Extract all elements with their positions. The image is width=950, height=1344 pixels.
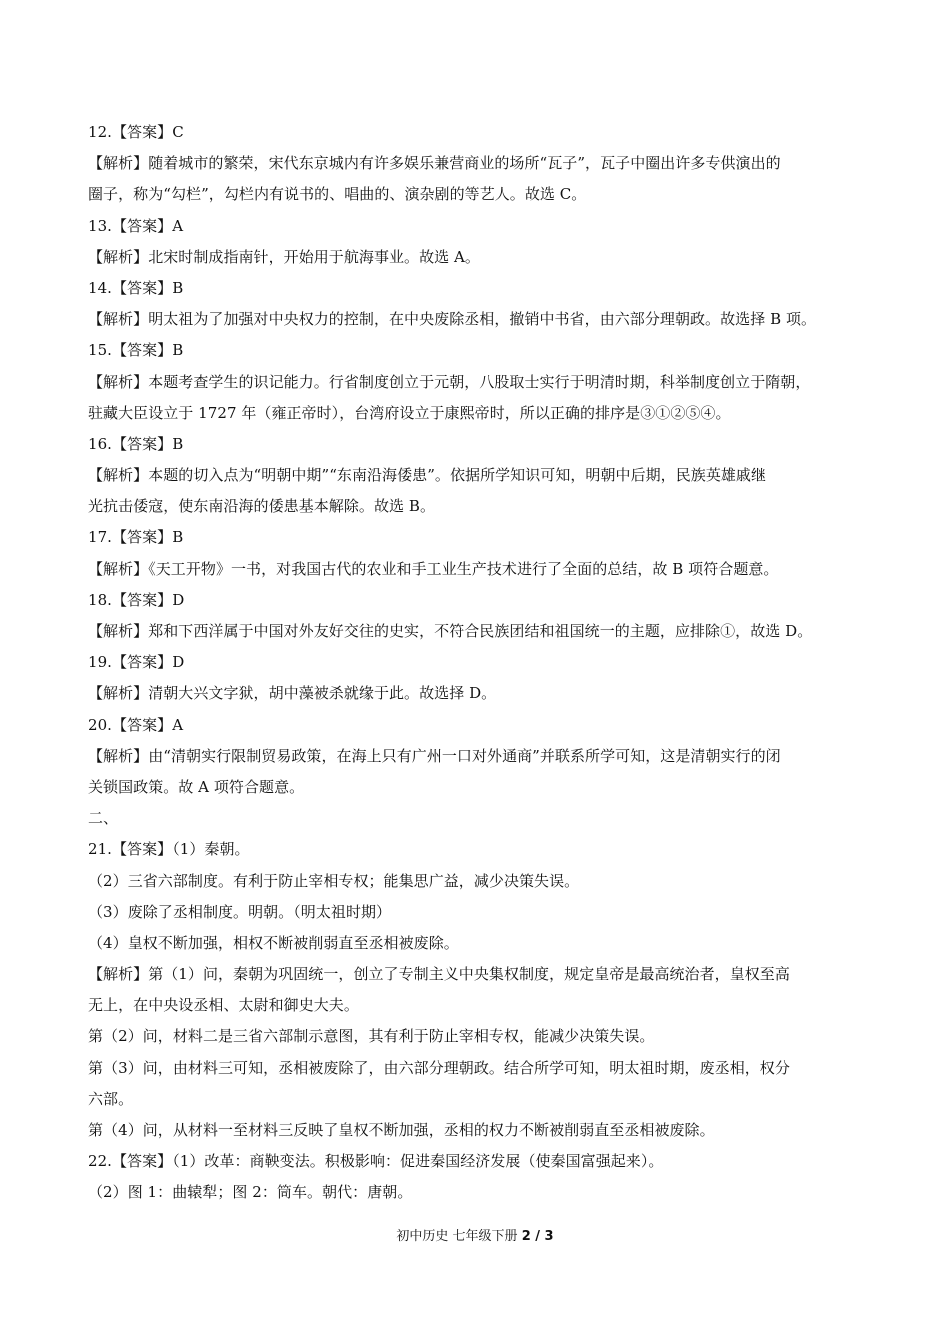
answer-line: 14.【答案】B: [88, 278, 184, 297]
answer-line: （2）图 1：曲辕犁；图 2：筒车。朝代：唐朝。: [88, 1183, 413, 1202]
explanation-line: 【解析】本题考查学生的识记能力。行省制度创立于元朝，八股取士实行于明清时期，科举制度创立于隋朝，: [88, 372, 811, 391]
footer-label: 初中历史 七年级下册: [396, 1229, 518, 1244]
answer-line: 18.【答案】D: [88, 590, 185, 609]
answer-line: 15.【答案】B: [88, 341, 184, 360]
answer-line: （3）废除了丞相制度。明朝。（明太祖时期）: [88, 902, 392, 921]
explanation-line: 第（2）问，材料二是三省六部制示意图，其有利于防止宰相专权，能减少决策失误。: [88, 1027, 655, 1046]
page-number: 2 / 3: [521, 1229, 554, 1244]
explanation-line: 【解析】郑和下西洋属于中国对外友好交往的史实，不符合民族团结和祖国统一的主题，应排除①，故选 D。: [88, 622, 813, 640]
answer-line: （2）三省六部制度。有利于防止宰相专权；能集思广益，减少决策失误。: [88, 871, 580, 890]
explanation-line: 第（4）问，从材料一至材料三反映了皇权不断加强，丞相的权力不断被削弱直至丞相被废除。: [88, 1121, 715, 1139]
document-body: [88, 117, 866, 1209]
explanation-line: 【解析】北宋时制成指南针，开始用于航海事业。故选 A。: [88, 247, 480, 266]
section-heading: 二、: [88, 809, 119, 828]
explanation-line: 无上，在中央设丞相、太尉和御史大夫。: [88, 996, 359, 1015]
explanation-line: 【解析】由“清朝实行限制贸易政策，在海上只有广州一口对外通商”并联系所学可知，这是清朝实行的闭: [88, 746, 781, 765]
explanation-line: 第（3）问，由材料三可知，丞相被废除了，由六部分理朝政。结合所学可知，明太祖时期，废丞相，权分: [88, 1058, 790, 1077]
page-footer: [0, 1227, 950, 1247]
answer-line: （4）皇权不断加强，相权不断被削弱直至丞相被废除。: [88, 933, 459, 952]
explanation-line: 【解析】《天工开物》一书，对我国古代的农业和手工业生产技术进行了全面的总结，故 B 项符合题意。: [88, 559, 779, 578]
answer-line: 21.【答案】（1）秦朝。: [88, 840, 250, 859]
answer-line: 20.【答案】A: [88, 715, 184, 734]
explanation-line: 【解析】第（1）问，秦朝为巩固统一，创立了专制主义中央集权制度，规定皇帝是最高统治者，皇权至高: [88, 965, 790, 984]
explanation-line: 【解析】明太祖为了加强对中央权力的控制，在中央废除丞相，撤销中书省，由六部分理朝政。故选择 B 项。: [88, 310, 817, 329]
explanation-line: 关锁国政策。故 A 项符合题意。: [88, 777, 305, 796]
answer-line: 22.【答案】（1）改革：商鞅变法。积极影响：促进秦国经济发展（使秦国富强起来）。: [88, 1152, 664, 1171]
explanation-line: 驻藏大臣设立于 1727 年（雍正帝时），台湾府设立于康熙帝时，所以正确的排序是③①②⑤④。: [88, 403, 731, 422]
explanation-line: 【解析】本题的切入点为“明朝中期”“东南沿海倭患”。依据所学知识可知，明朝中后期，民族英雄戚继: [88, 466, 767, 485]
explanation-line: 【解析】随着城市的繁荣，宋代东京城内有许多娱乐兼营商业的场所“瓦子”，瓦子中圈出许多专供演出的: [88, 154, 781, 173]
answer-line: 16.【答案】B: [88, 434, 184, 453]
answer-line: 13.【答案】A: [88, 216, 184, 235]
explanation-line: 圈子，称为“勾栏”，勾栏内有说书的、唱曲的、演杂剧的等艺人。故选 C。: [88, 185, 587, 204]
explanation-line: 六部。: [88, 1089, 134, 1108]
explanation-line: 光抗击倭寇，使东南沿海的倭患基本解除。故选 B。: [88, 497, 435, 516]
answer-line: 17.【答案】B: [88, 528, 184, 547]
answer-line: 19.【答案】D: [88, 653, 185, 672]
answer-line: 12.【答案】C: [88, 123, 184, 141]
explanation-line: 【解析】清朝大兴文字狱，胡中藻被杀就缘于此。故选择 D。: [88, 684, 497, 703]
